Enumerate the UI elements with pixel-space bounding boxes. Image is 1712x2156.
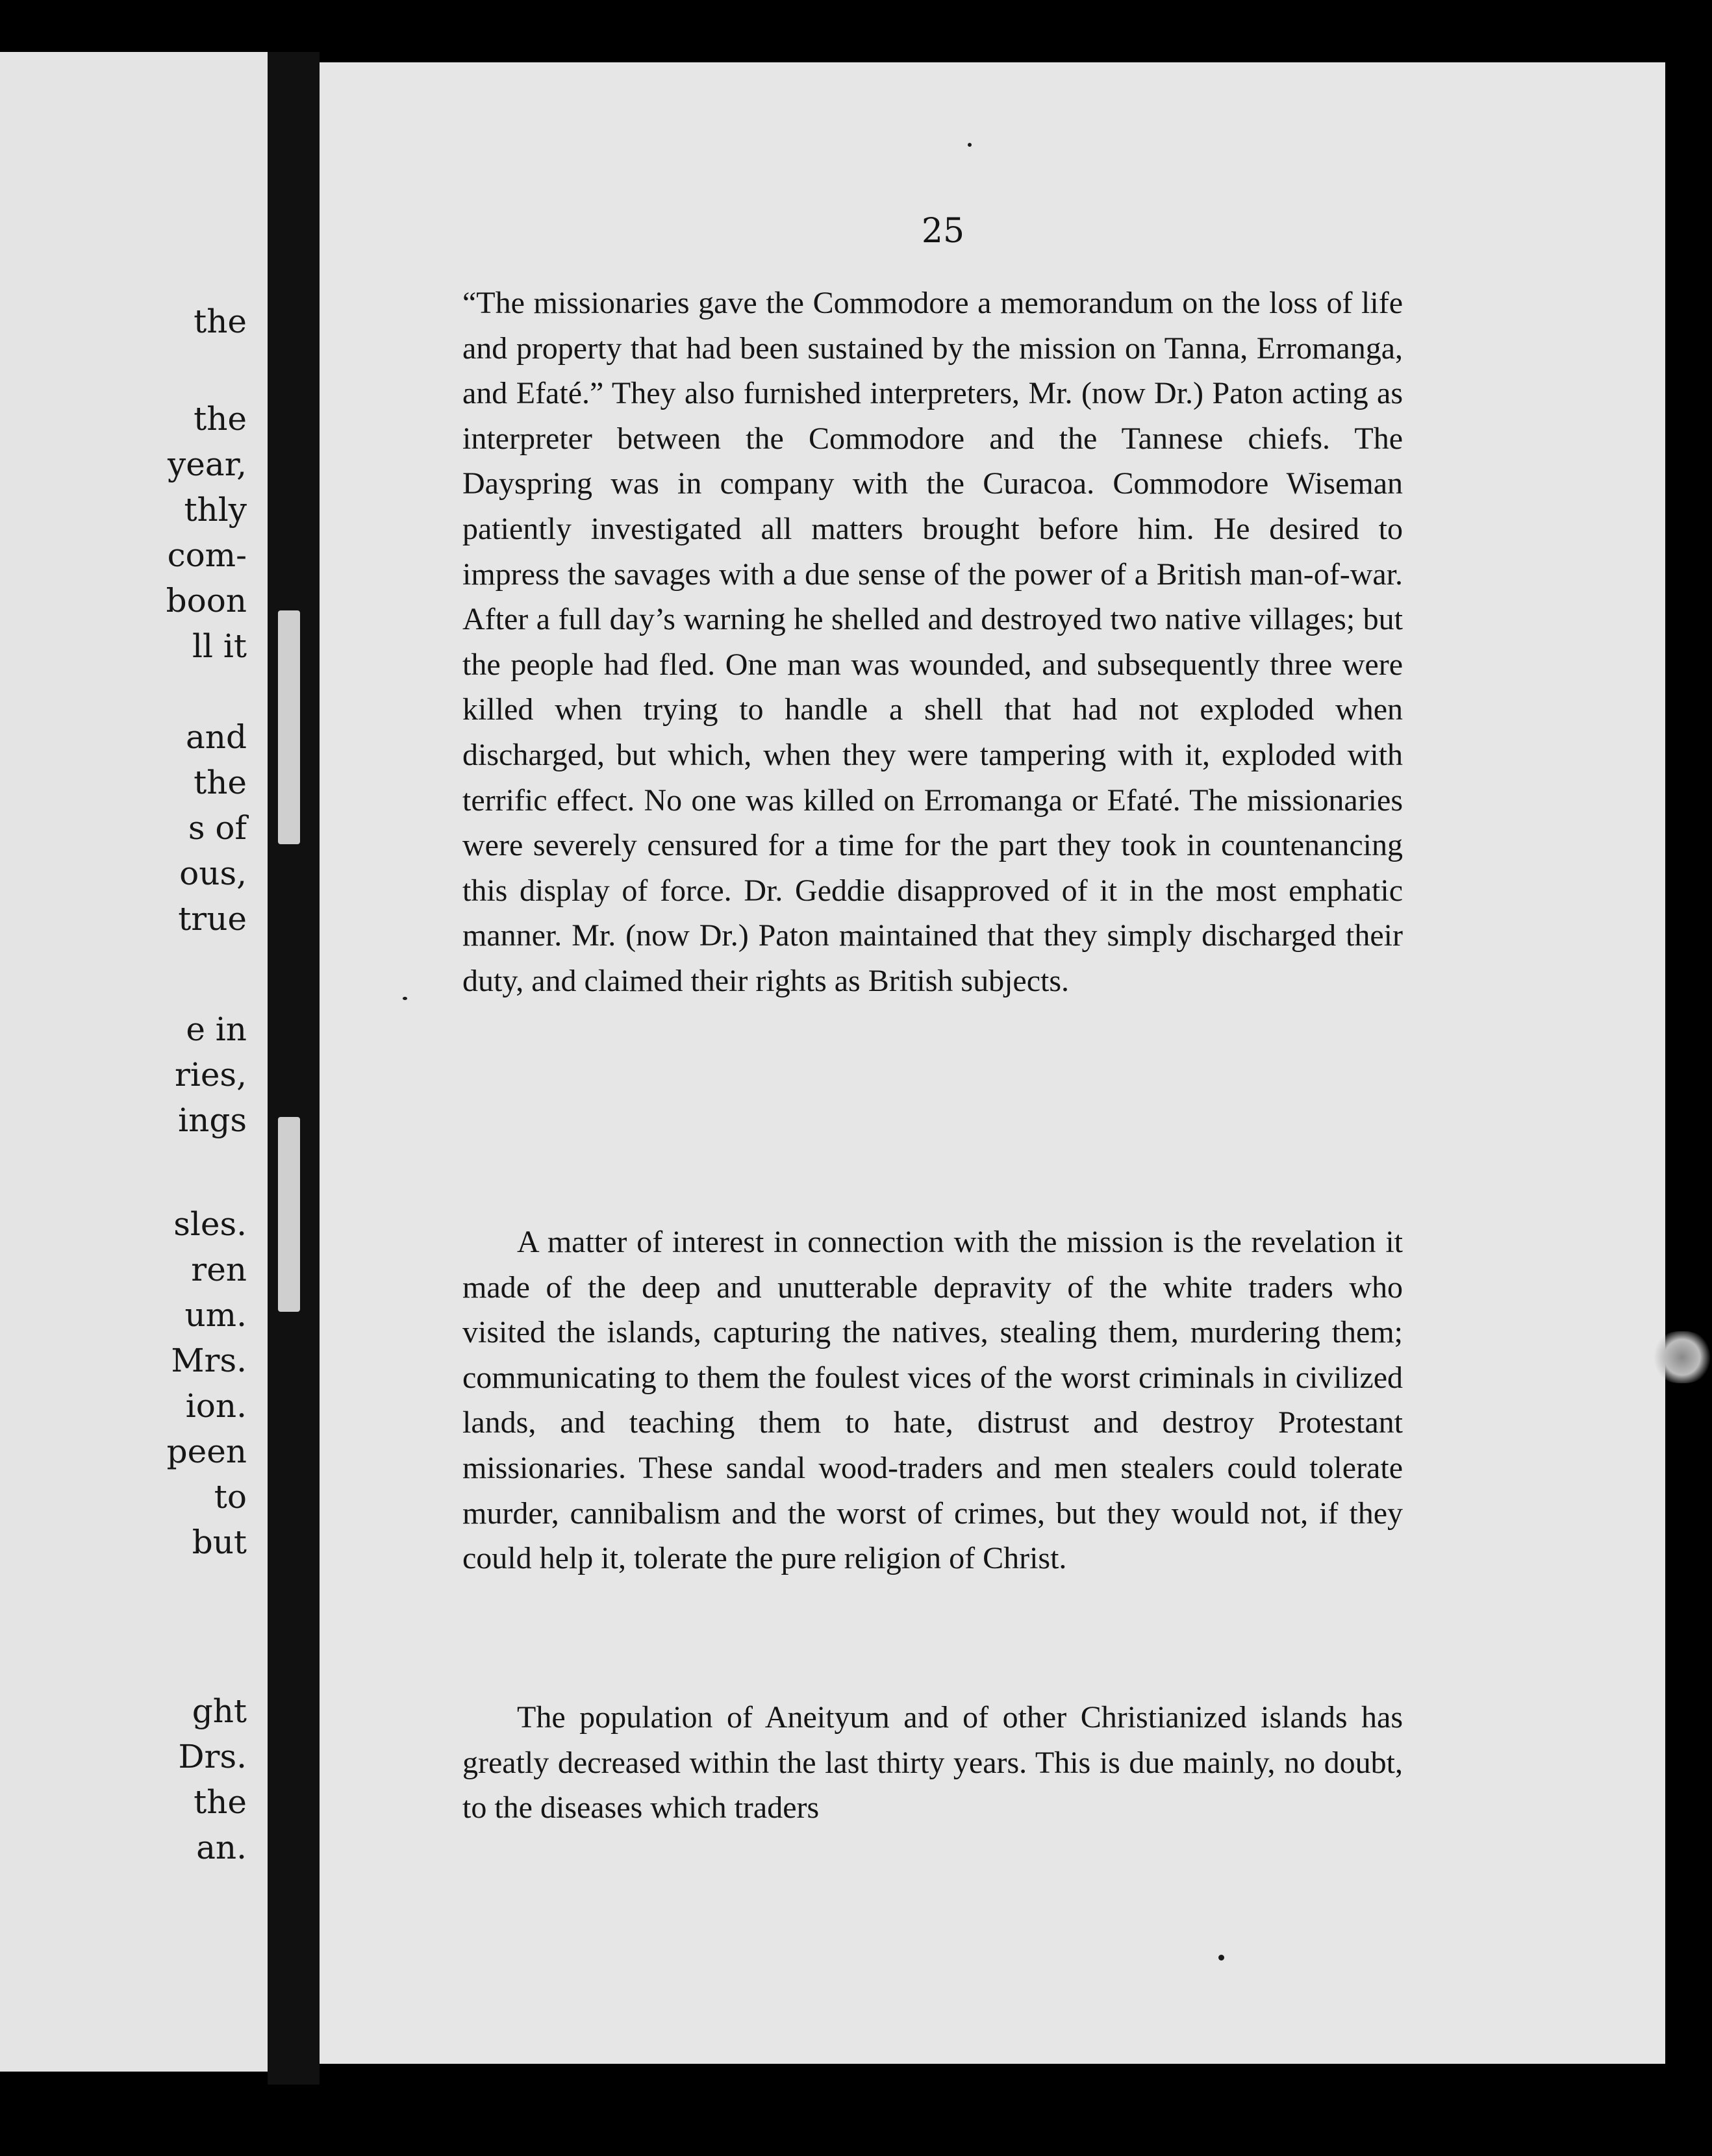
previous-page bbox=[0, 52, 268, 2072]
previous-page-line: true bbox=[178, 900, 247, 938]
previous-page-line: thly bbox=[184, 491, 247, 529]
previous-page-line: the bbox=[194, 1783, 247, 1821]
ink-speck bbox=[968, 143, 972, 147]
previous-page-line: ries, bbox=[174, 1056, 247, 1094]
previous-page-line: ght bbox=[192, 1692, 247, 1730]
ink-speck bbox=[1218, 1955, 1224, 1961]
previous-page-line: the bbox=[194, 303, 247, 340]
body-paragraph: The population of Aneityum and of other Christianized islands has greatly decreased within the last thirty years. This is due mainly, no doubt, to the diseases which traders bbox=[462, 1700, 1403, 1825]
previous-page-line: the bbox=[194, 400, 247, 438]
previous-page-line: peen bbox=[166, 1433, 247, 1470]
book-spine bbox=[268, 52, 320, 2085]
previous-page-line: year, bbox=[168, 445, 247, 483]
previous-page-line: Mrs. bbox=[171, 1342, 247, 1379]
previous-page-line: ren bbox=[191, 1251, 247, 1288]
previous-page-line: ings bbox=[178, 1101, 247, 1139]
previous-page-line: boon bbox=[166, 582, 247, 620]
page-number: 25 bbox=[921, 212, 965, 251]
body-paragraph: A matter of interest in connection with the mission is the revelation it made of the deep and unutterable depravity of the white traders who visited the islands, capturing the natives, stealing them, murdering them; communicating to them the foulest vices of the worst criminals in civilized lands, and teaching them to hate, distrust and destroy Protestant missionaries. These sandal wood-traders and men stealers could tolerate murder, cannibalism and the worst of crimes, but they would not, if they could help it, tolerate the pure religion of Christ. bbox=[462, 1225, 1403, 1576]
ink-speck bbox=[403, 997, 407, 1000]
binding-stitch bbox=[278, 1117, 300, 1312]
previous-page-line: but bbox=[192, 1523, 247, 1561]
previous-page-line: s of bbox=[188, 809, 247, 847]
previous-page-line: ll it bbox=[192, 627, 247, 665]
binding-stitch bbox=[278, 610, 300, 844]
insect-smudge bbox=[1652, 1331, 1712, 1383]
previous-page-line: com- bbox=[167, 536, 247, 574]
previous-page-line: to bbox=[214, 1478, 247, 1516]
previous-page-line: the bbox=[194, 764, 247, 801]
previous-page-line: ion. bbox=[185, 1387, 247, 1425]
body-paragraph: “The missionaries gave the Commodore a memorandum on the loss of life and property that had been sustained by the mission on Tanna, Erromanga, and Efaté.” They also furnished interpreters, Mr. (now Dr.) Paton acting as interpreter between the Commodore and the Tannese chiefs. The Dayspring was in company with the Curacoa. Commodore Wiseman patiently investigated all matters brought before him. He desired to impress the savages with a due sense of the power of a British man-of-war. After a full day’s warning he shelled and destroyed two native villages; but the people had fled. One man was wounded, and subsequently three were killed when trying to handle a shell that had not exploded when discharged, but which, when they were tampering with it, exploded with terrific effect. No one was killed on Erromanga or Efaté. The missionaries were severely censured for a time for the part they took in countenancing this display of force. Dr. Geddie disapproved of it in the most emphatic manner. Mr. (now Dr.) Paton maintained that they simply discharged their duty, and claimed their rights as British subjects. bbox=[462, 286, 1403, 998]
previous-page-line: and bbox=[185, 718, 247, 756]
previous-page-line: an. bbox=[196, 1829, 247, 1866]
previous-page-line: e in bbox=[186, 1010, 247, 1048]
previous-page-line: ous, bbox=[179, 855, 247, 892]
previous-page-line: Drs. bbox=[178, 1738, 247, 1775]
previous-page-line: sles. bbox=[173, 1205, 247, 1243]
previous-page-line: um. bbox=[184, 1296, 247, 1334]
